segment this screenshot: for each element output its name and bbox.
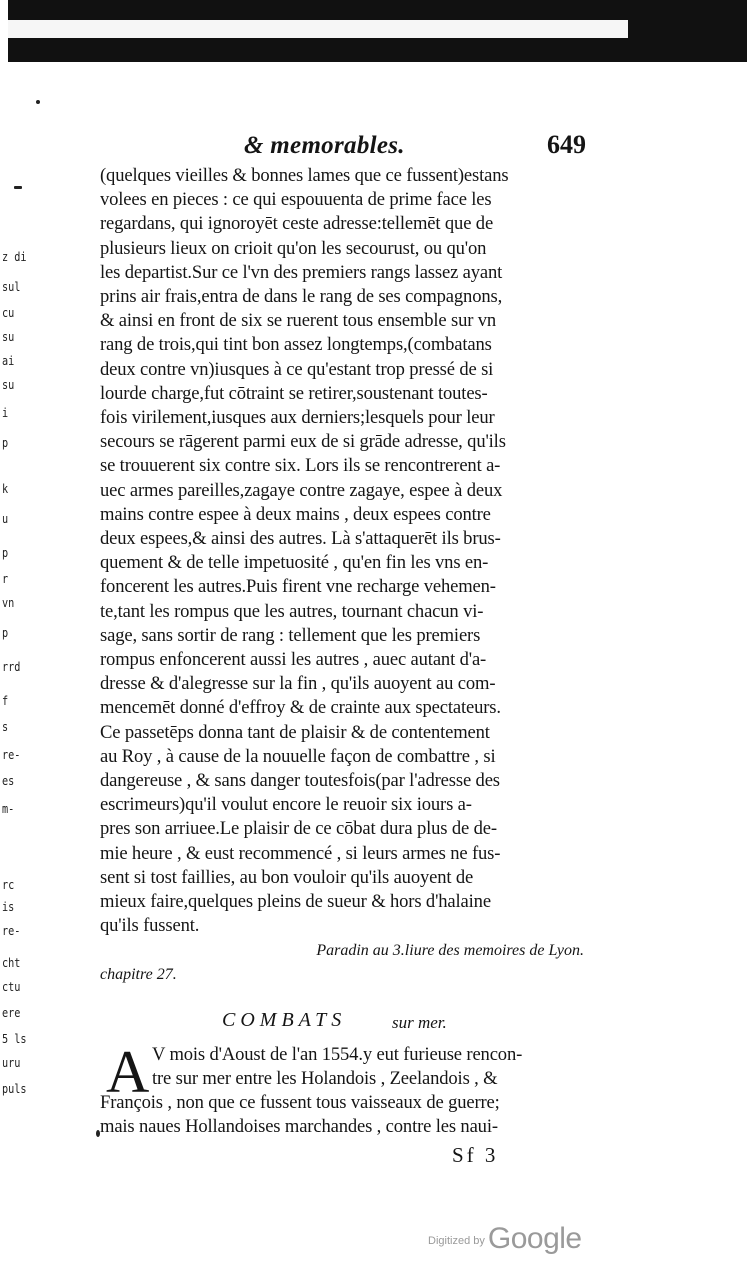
text-line: fois virilement,iusques aux derniers;lesquels pour leur bbox=[100, 407, 495, 429]
text-line: escrimeurs)qu'il voulut encore le reuoir six iours a- bbox=[100, 794, 472, 816]
source-citation bbox=[100, 939, 596, 987]
google-watermark bbox=[428, 1222, 582, 1256]
margin-fragment: ere bbox=[2, 1006, 21, 1020]
text-line: secours se rāgerent parmi eux de si grāde adresse, qu'ils bbox=[100, 431, 506, 453]
page-number: 649 bbox=[547, 130, 586, 159]
margin-fragment: es bbox=[2, 774, 15, 788]
margin-fragment: re- bbox=[2, 748, 21, 762]
margin-fragment: rrd bbox=[2, 660, 21, 674]
margin-fragment: i bbox=[2, 406, 9, 420]
text-line: tre sur mer entre les Holandois , Zeelandois , & bbox=[152, 1067, 498, 1089]
signature-mark-text: Sf 3 bbox=[452, 1143, 499, 1168]
text-line: rompus enfoncerent aussi les autres , auec autant d'a- bbox=[100, 649, 487, 671]
section-heading-subtitle: sur mer. bbox=[392, 1012, 447, 1032]
text-line: (quelques vieilles & bonnes lames que ce fussent)estans bbox=[100, 165, 509, 186]
text-line: & ainsi en front de six se ruerent tous ensemble sur vn bbox=[100, 310, 497, 332]
text-line: prins air frais,entra de dans le rang de ses compagnons, bbox=[100, 286, 503, 308]
text-line: te,tant les rompus que les autres, tournant chacun vi- bbox=[100, 600, 484, 622]
margin-fragment: 5 ls bbox=[2, 1032, 27, 1046]
text-line: se trouuerent six contre six. Lors ils se rencontrerent a- bbox=[100, 455, 501, 477]
margin-fragment: su bbox=[2, 378, 15, 392]
text-line: quement & de telle impetuosité , qu'en fin les vns en- bbox=[100, 552, 489, 574]
text-line: François , non que ce fussent tous vaisseaux de guerre; bbox=[100, 1091, 500, 1113]
drop-cap: A bbox=[106, 1038, 150, 1105]
text-line: dresse & d'alegresse sur la fin , qu'ils auoyent au com- bbox=[100, 673, 496, 695]
text-line: V mois d'Aoust de l'an 1554.y eut furieuse rencon- bbox=[152, 1043, 523, 1065]
text-line: Ce passetēps donna tant de plaisir & de contentement bbox=[100, 721, 490, 743]
paragraph-2 bbox=[100, 1038, 596, 1140]
margin-fragment: rc bbox=[2, 878, 15, 892]
text-line: foncerent les autres.Puis firent vne recharge vehemen- bbox=[100, 576, 496, 598]
google-logo-text: Google bbox=[487, 1222, 582, 1255]
margin-fragment: vn bbox=[2, 596, 15, 610]
text-line: pres son arriuee.Le plaisir de ce cōbat dura plus de de- bbox=[100, 818, 497, 840]
text-line: mie heure , & eust recommencé , si leurs armes ne fus- bbox=[100, 842, 501, 864]
section-heading-title: COMBATS bbox=[222, 1008, 347, 1031]
margin-fragment: puls bbox=[2, 1082, 27, 1096]
margin-fragment: u bbox=[2, 512, 9, 526]
text-line: uec armes pareilles,zagaye contre zagaye, espee à deux bbox=[100, 479, 503, 501]
citation-line-2: chapitre 27. bbox=[100, 965, 177, 983]
margin-fragment: ai bbox=[2, 354, 15, 368]
ink-speck bbox=[36, 100, 40, 104]
text-line: mais naues Hollandoises marchandes , contre les naui- bbox=[100, 1116, 498, 1138]
text-line: plusieurs lieux on crioit qu'on les secourust, ou qu'on bbox=[100, 237, 487, 259]
citation-line-1: Paradin au 3.liure des memoires de Lyon. bbox=[316, 941, 584, 959]
running-head bbox=[100, 128, 596, 164]
margin-fragment: is bbox=[2, 900, 15, 914]
text-line: regardans, qui ignoroyēt ceste adresse:tellemēt que de bbox=[100, 213, 494, 235]
book-page bbox=[100, 128, 596, 1169]
text-line: deux contre vn)iusques à ce qu'estant trop pressé de si bbox=[100, 358, 494, 380]
margin-fragment: p bbox=[2, 626, 9, 640]
margin-fragment: r bbox=[2, 572, 9, 586]
text-line: les departist.Sur ce l'vn des premiers rangs lassez ayant bbox=[100, 261, 503, 283]
margin-fragment: uru bbox=[2, 1056, 21, 1070]
scan-border-gap bbox=[8, 20, 628, 38]
text-line: dangereuse , & sans danger toutesfois(par l'adresse des bbox=[100, 770, 500, 792]
left-margin-bleed bbox=[0, 250, 30, 1150]
margin-fragment: s bbox=[2, 720, 9, 734]
text-line: mieux faire,quelques pleins de sueur & hors d'halaine bbox=[100, 891, 491, 913]
text-line: volees en pieces : ce qui espouuenta de prime face les bbox=[100, 189, 492, 211]
text-line: sage, sans sortir de rang : tellement que les premiers bbox=[100, 624, 481, 646]
signature-mark bbox=[100, 1139, 596, 1169]
text-line: au Roy , à cause de la nouuelle façon de combattre , si bbox=[100, 745, 496, 767]
ink-speck bbox=[14, 186, 22, 189]
margin-fragment: sul bbox=[2, 280, 21, 294]
text-line: rang de trois,qui tint bon assez longtemps,(combatans bbox=[100, 334, 492, 356]
margin-fragment: cu bbox=[2, 306, 15, 320]
running-title: & memorables. bbox=[244, 132, 405, 159]
margin-fragment: su bbox=[2, 330, 15, 344]
paragraph-2-text bbox=[100, 1038, 596, 1140]
text-line: mains contre espee à deux mains , deux espees contre bbox=[100, 503, 491, 525]
margin-fragment: p bbox=[2, 546, 9, 560]
watermark-prefix: Digitized by bbox=[428, 1235, 485, 1247]
margin-fragment: f bbox=[2, 694, 9, 708]
text-line: mencemēt donné d'effroy & de crainte aux spectateurs. bbox=[100, 697, 501, 719]
margin-fragment: k bbox=[2, 482, 9, 496]
text-line: lourde charge,fut cōtraint se retirer,soustenant toutes- bbox=[100, 382, 488, 404]
margin-fragment: m- bbox=[2, 802, 15, 816]
text-line: deux espees,& ainsi des autres. Là s'attaquerēt ils brus- bbox=[100, 528, 501, 550]
text-line: qu'ils fussent. bbox=[100, 915, 200, 937]
text-line: sent si tost faillies, au bon vouloir qu'ils auoyent de bbox=[100, 866, 474, 888]
margin-fragment: z di bbox=[2, 250, 27, 264]
paragraph-1 bbox=[100, 164, 596, 939]
margin-fragment: p bbox=[2, 436, 9, 450]
margin-fragment: cht bbox=[2, 956, 21, 970]
margin-fragment: re- bbox=[2, 924, 21, 938]
margin-fragment: ctu bbox=[2, 980, 21, 994]
section-heading bbox=[100, 1007, 596, 1037]
